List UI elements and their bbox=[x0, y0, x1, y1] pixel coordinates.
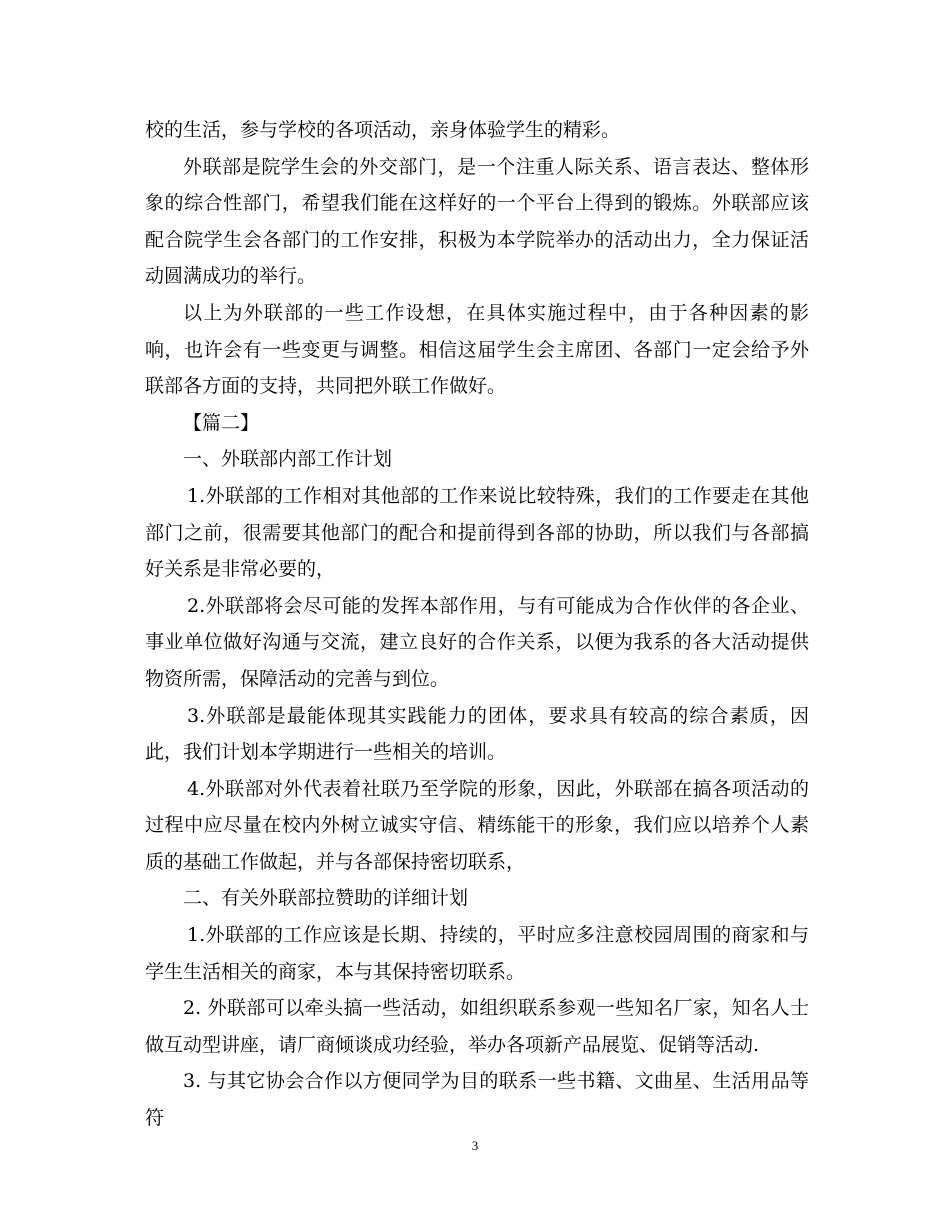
list-item-internal-4: 4.外联部对外代表着社联乃至学院的形象，因此，外联部在搞各项活动的过程中应尽量在校内外树立诚实守信、精练能干的形象，我们应以培养个人素质的基础工作做起，并与各部保持密切联系， bbox=[145, 777, 809, 873]
paragraph-summary: 以上为外联部的一些工作设想，在具体实施过程中，由于各种因素的影响，也许会有一些变更与调整。相信这届学生会主席团、各部门一定会给予外联部各方面的支持，共同把外联工作做好。 bbox=[145, 301, 809, 398]
list-item-internal-3: 3.外联部是最能体现其实践能力的团体，要求具有较高的综合素质，因此，我们计划本学期进行一些相关的培训。 bbox=[145, 704, 809, 764]
list-item-internal-2: 2.外联部将会尽可能的发挥本部作用，与有可能成为合作伙伴的各企业、事业单位做好沟通与交流，建立良好的合作关系，以便为我系的各大活动提供物资所需，保障活动的完善与到位。 bbox=[145, 594, 809, 690]
paragraph-continuation: 校的生活，参与学校的各项活动，亲身体验学生的精彩。 bbox=[145, 119, 621, 141]
heading-sponsorship-plan: 二、有关外联部拉赞助的详细计划 bbox=[183, 887, 469, 910]
document-body bbox=[145, 112, 809, 1137]
section-heading-part-two: 【篇二】 bbox=[183, 411, 260, 434]
list-item-internal-1: 1.外联部的工作相对其他部的工作来说比较特殊，我们的工作要走在其他部门之前，很需要其他部门的配合和提前得到各部的协助，所以我们与各部搞好关系是非常必要的， bbox=[145, 484, 809, 581]
page-number: 3 bbox=[471, 1138, 479, 1153]
list-item-sponsorship-2: 2. 外联部可以牵头搞一些活动，如组织联系参观一些知名厂家，知名人士做互动型讲座，请厂商倾谈成功经验，举办各项新产品展览、促销等活动. bbox=[145, 997, 809, 1056]
list-item-sponsorship-1: 1.外联部的工作应该是长期、持续的，平时应多注意校园周围的商家和与学生生活相关的商家，本与其保持密切联系。 bbox=[145, 924, 809, 983]
paragraph-department-intro: 外联部是院学生会的外交部门，是一个注重人际关系、语言表达、整体形象的综合性部门，希望我们能在这样好的一个平台上得到的锻炼。外联部应该配合院学生会各部门的工作安排，积极为本学院举办的活动出力，全力保证活动圆满成功的举行。 bbox=[145, 155, 809, 288]
heading-internal-work-plan: 一、外联部内部工作计划 bbox=[183, 448, 393, 471]
list-item-sponsorship-3: 3. 与其它协会合作以方便同学为目的联系一些书籍、文曲星、生活用品等符 bbox=[145, 1070, 809, 1130]
